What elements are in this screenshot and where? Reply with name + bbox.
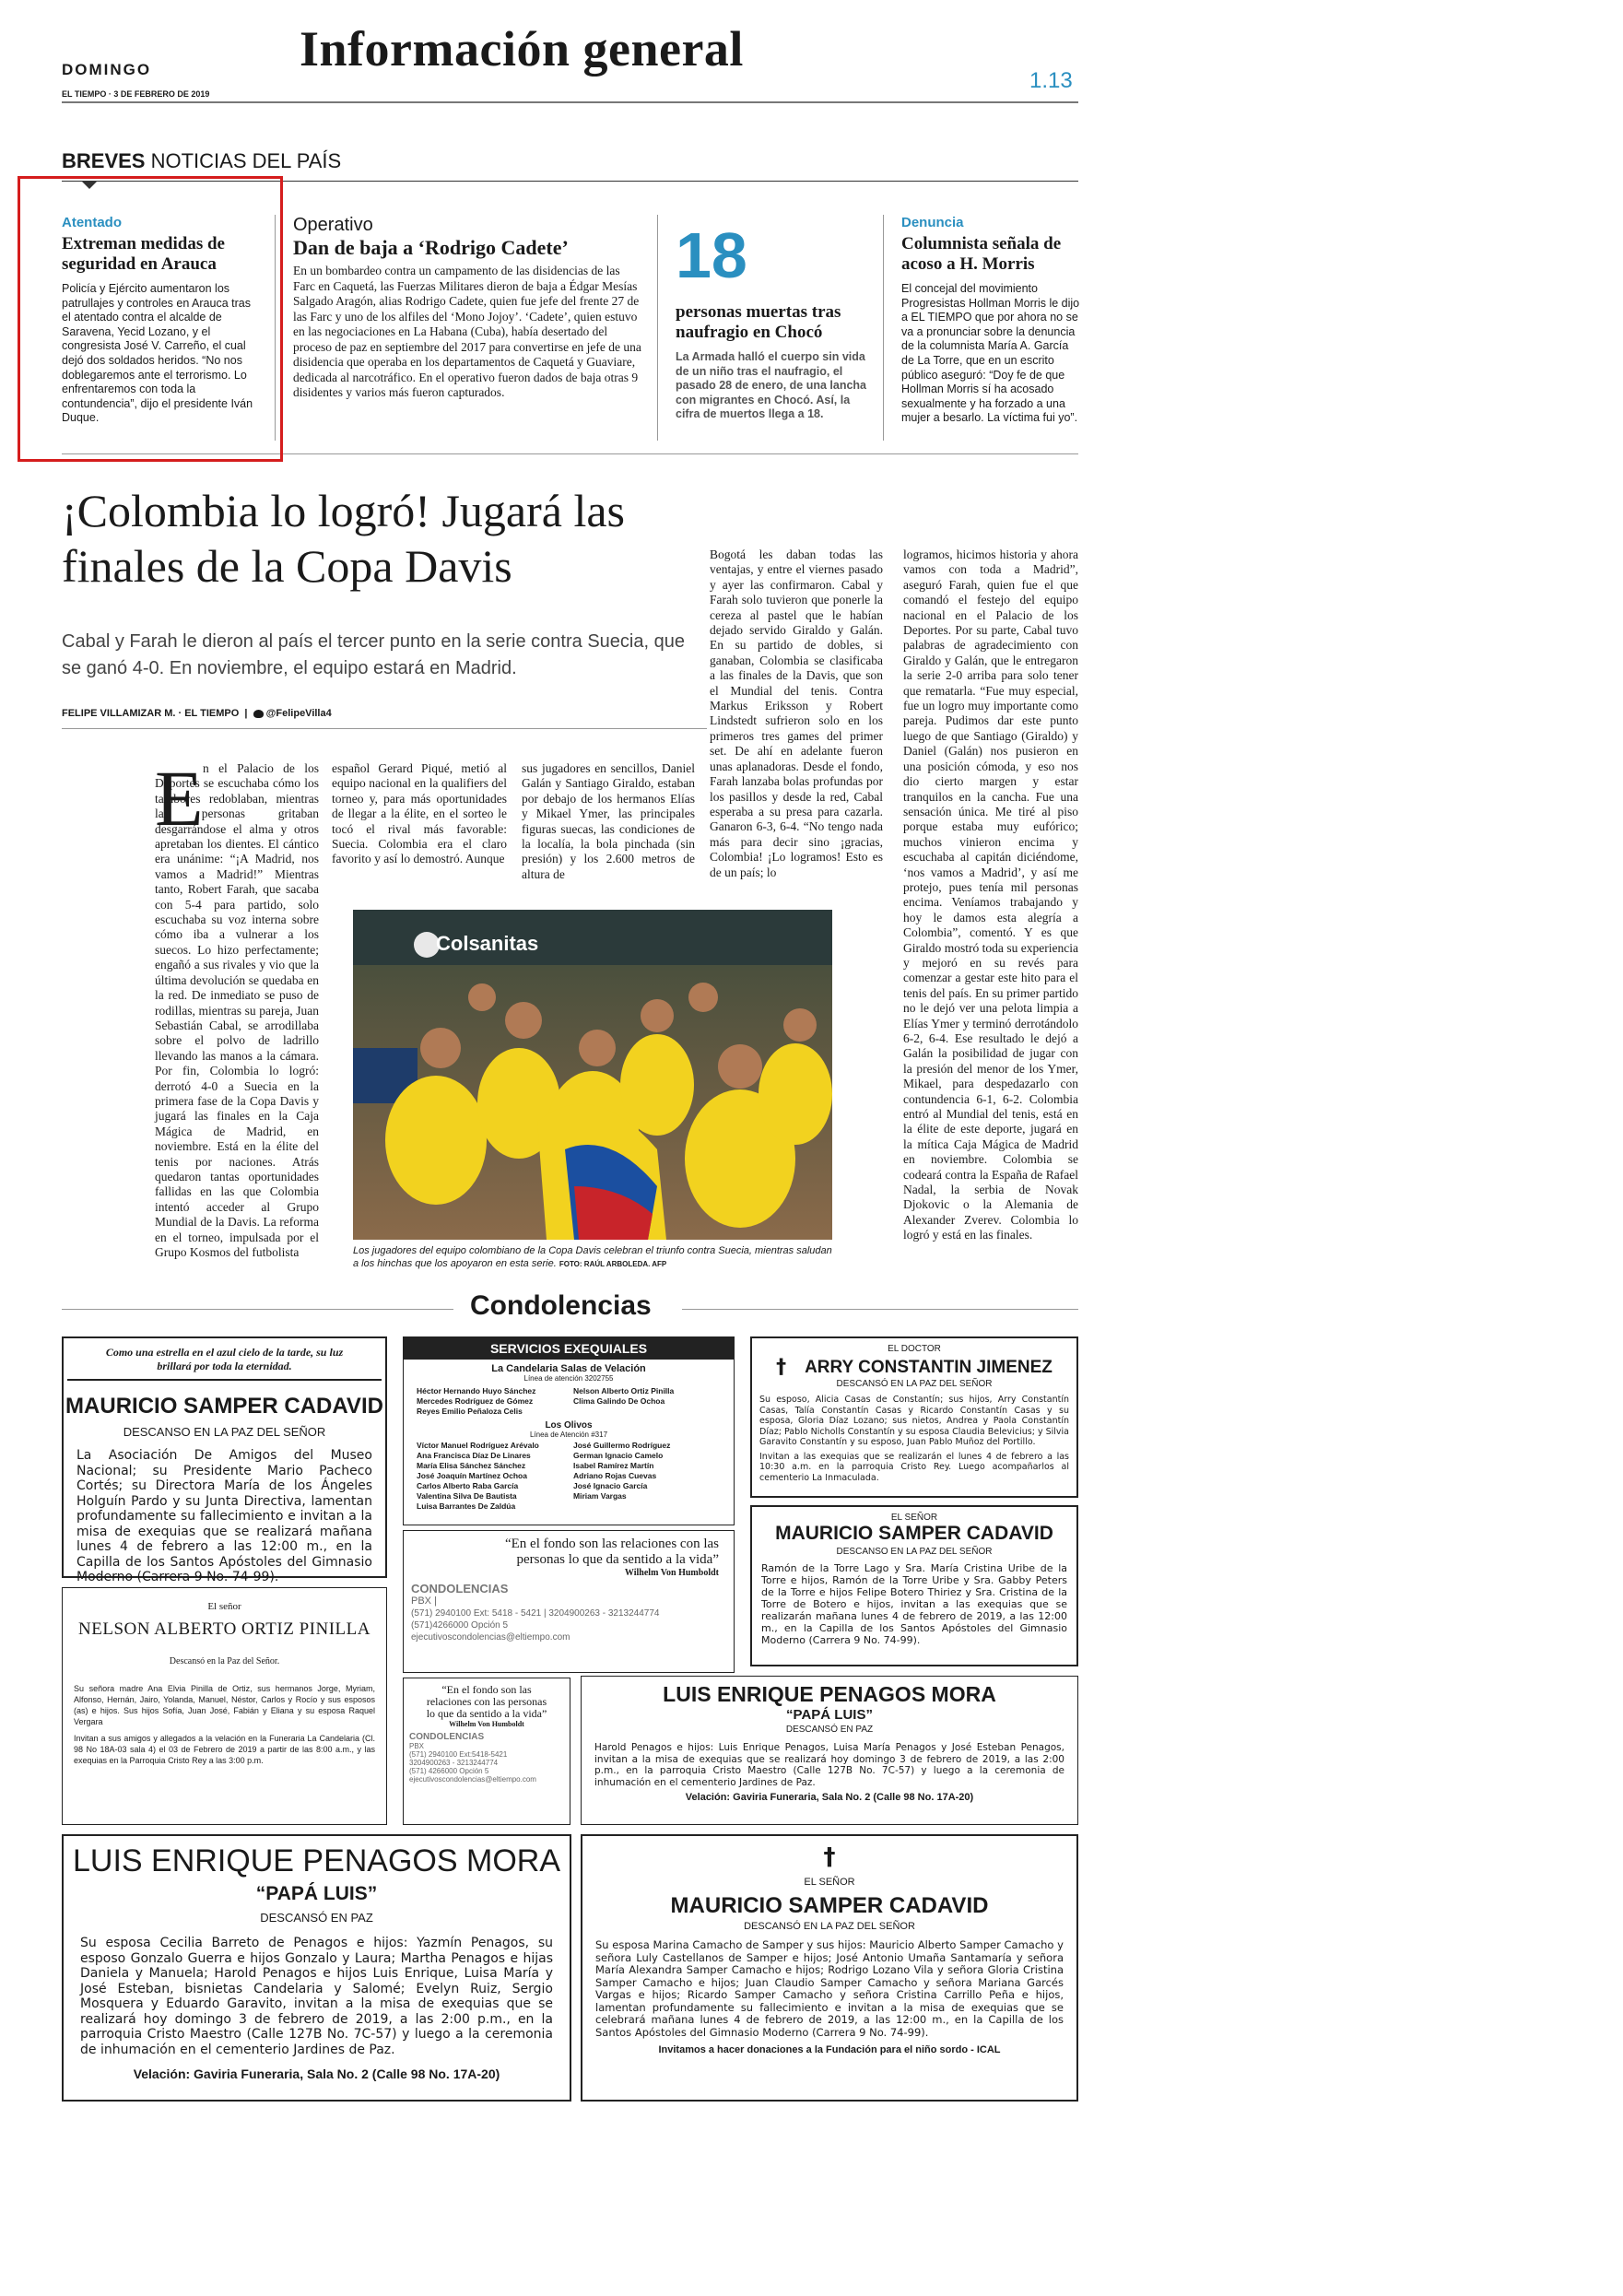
deceased-name: José Ignacio García [573,1481,648,1490]
deceased-name: José Guillermo Rodríguez [573,1441,671,1450]
story-headline: ¡Colombia lo logró! Jugará las finales de la Copa Davis [62,485,625,592]
photo-credit: FOTO: RAÚL ARBOLEDA. AFP [559,1260,667,1268]
brief-text: La Armada halló el cuerpo sin vida de un niño tras el naufragio, el pasado 28 de enero, de una lancha con migrantes en Chocó. Así, la cifra de muertos llega a 18. [676,350,867,421]
notice-title: SERVICIOS EXEQUIALES [404,1337,734,1360]
breves-heading: BREVES NOTICIAS DEL PAÍS [62,149,342,172]
ad-phones: (571) 2940100 Ext: 5418 - 5421 | 3204900263 - 3213244774 [411,1608,660,1619]
notice-subtitle: DESCANSÓ EN LA PAZ DEL SEÑOR [836,1379,993,1389]
brief-naufragio [676,221,874,422]
brief-big-number: 18 [676,219,747,291]
brief-text: En un bombardeo contra un campamento de las disidencias de las Farc en Caquetá, las Fuerzas Militares dieron de baja a Édgar Mesías Salgado Aragón, alias Rodrigo Cadete, quien fue jefe del frente 27 de las Farc y uno de los alfiles del ‘Mono Jojoy’. ‘Cadete’, quien estuvo en las negociaciones en La Habana (Cuba), había desertado del proceso de paz en septiembre del 2017 para convertirse en jefe de una disidencia que operaba en los departamentos de Caquetá y Guaviare, dedicada al narcotráfico. En el operativo fueron dados de baja otras 9 disidentes y varios más fueron capturados. [293,264,641,399]
names-block-2 [404,1439,734,1513]
section-title: Información general [300,21,744,77]
names-list [573,1386,674,1417]
drop-cap: E [155,754,204,842]
deceased-name: Ana Francisca Díaz De Linares [417,1451,531,1460]
deceased-name: Clima Galindo De Ochoa [573,1396,665,1406]
header-rule [62,101,1078,103]
ad-label: CONDOLENCIAS [411,1582,509,1595]
notice-arry-constantin [750,1336,1078,1498]
notice-name: NELSON ALBERTO ORTIZ PINILLA [78,1619,370,1639]
notice-nelson-ortiz [62,1587,387,1825]
deceased-name: Héctor Hernando Huyo Sánchez [417,1386,536,1395]
notice-name: LUIS ENRIQUE PENAGOS MORA [663,1682,996,1706]
deceased-name: Isabel Ramírez Martín [573,1461,654,1470]
notice-line: Línea de atención 3202755 [523,1374,614,1383]
notice-name: LUIS ENRIQUE PENAGOS MORA [73,1843,560,1878]
story-column-5: logramos, hicimos historia y ahora vamos con toda a Madrid”, aseguró Farah, quien fue el que comandó el festejo del equipo nacional en el Palacio de los Deportes. Por su parte, Cabal tuvo palabras de agradecimiento con Giraldo y Galán, que le entregaron la serie 2-0 arriba para solo tener que rematarla. “Fue muy especial, fue un logro muy importante como pareja. Pudimos dar este punto luego de que Santiago (Giraldo) y Daniel (Galán) nos pusieron en una posición cómoda, y eso nos dio cierto margen y estar tranquilos en la cancha. Fue una sensación única. Me tiré al piso porque estaba muy eufórico; muchos vinieron encima y escuchaba al capitán diciéndome, ‘nos vamos a Madrid’, y así me protejo, pues tenía mil personas encima. Veníamos trabajando y hoy le damos esta alegría a Colombia”, comentó. Y es que Giraldo mostró toda su experiencia y mejoró en su revés para comenzar a gestar este hito para el tenis del país. En su primer partido no le dejó ver una pelota limpia a Elías Ymer y terminó derrotándolo 6-2, 6-4. Ese resultado le dejó a Galán la posibilidad de jugar con la presión del menor de los Ymer, Mikael, para despedazarlo con contundencia 6-1, 6-2. Colombia entró al Mundial del tenis, está en la élite de este deporte, jugará en la mítica Caja Mágica de Madrid en noviembre. Colombia se codeará contra la España de Rafael Nadal, la serbia de Novak Djokovic o la Alemania de Alexander Zverev. Colombia lo logró y está en las finales. [903,548,1078,1242]
names-list [417,1386,573,1417]
highlight-box [18,176,283,462]
brief-label: Atentado [62,215,122,230]
notice-subtitle: DESCANSO EN LA PAZ DEL SEÑOR [836,1547,993,1557]
notice-text: Su esposo, Alicia Casas de Constantín; sus hijos, Arry Constantín Casas, Talía Constantín Casas y Ricardo Constantín Casas y su esposa, Gloria Díaz Lozano; sus nietos, Andrea y Paola Constantín Díaz; Pablo Nicholls Constantín y su esposa Claudia Belevicius; y Silvia Garavito Constantín y su esposo, Juan Pablo Muñoz del Portillo. [759,1395,1069,1447]
ad-author: Wilhelm Von Humboldt [624,1568,719,1578]
notice-condolencias-ad-small [403,1678,570,1825]
notice-name: MAURICIO SAMPER CADAVID [670,1893,989,1918]
ad-quote: “En el fondo son las relaciones con las personas lo que da sentido a la vida” [504,1537,719,1567]
story-column-1: n el Palacio de los Deportes se escuchaba cómo los tambores redoblaban, mientras las personas gritaban desgarrándose el alma y otros apretaban los dientes. El cántico era unánime: “¡A Madrid, nos vamos a Madrid!” Mientras tanto, Robert Farah, que sacaba con 5-4 para partido, solo escuchaba su voz interna sobre cómo iba a vulnerar a los suecos. Lo hizo perfectamente; engañó a sus rivales y vio que la última devolución se quedaba en la red. De inmediato se puso de rodillas, mientras su pareja, Juan Sebastián Cabal, se arrodillaba sobre el polvo de ladrillo llevando las manos a la cámara. Por fin, Colombia lo logró: derrotó 4-0 a Suecia en la primera fase de la Copa Davis y jugará las finales en la Caja Mágica de Madrid, en noviembre. Está en la élite del tenis por naciones. Atrás quedaron tantas oportunidades fallidas en las que Colombia intentó acceder al Grupo Mundial de la Davis. La reforma en el torneo, impulsada por el Grupo Kosmos del futbolista [155,761,319,1259]
deceased-name: Luisa Barrantes De Zaldúa [417,1501,516,1511]
notice-servicios-exequiales [403,1336,735,1525]
story-column-3: sus jugadores en sencillos, Daniel Galán y Santiago Giraldo, estaban por debajo de los hermanos Elías y Mikael Ymer, las principales figuras suecas, las condiciones de la localía, la bola pinchada (sin presión) y los 2.600 metros de altura de [522,761,695,881]
deceased-name: Víctor Manuel Rodríguez Arévalo [417,1441,539,1450]
team-celebration-photo [353,910,832,1240]
notice-alias: “PAPÁ LUIS” [255,1883,378,1904]
notice-text: Su esposa Cecilia Barreto de Penagos e hijos: Yazmín Penagos, su esposo Gonzalo Guerra e hijos Gonzalo y Laura; Martha Penagos e hijas Daniela y Manuela; Harold Penagos e hijos Luis Enrique, Luisa María y José Esteban, bisnietas Candelaria y Salomé; Evelyn Ruiz, Sergio Mosquera y Eduardo Garavito, invitan a la misa de exequias que se realizará hoy domingo 3 de febrero de 2019, a las 2:00 p.m., en la parroquia Cristo Maestro (Calle 127B No. 7C-57) y luego a la ceremonia de inhumación en el cementerio Jardines de Paz. [80,1936,553,2057]
names-list [417,1441,573,1512]
twitter-icon [253,710,264,718]
brief-operativo [293,215,643,401]
notice-text: La Asociación De Amigos del Museo Nacional; su Presidente Mario Pacheco Cortés; su Directora María de los Ángeles Holguín Pardo y su Junta Directiva, lamentan profundamente su fallecimiento e invitan a la misa de exequias que se realizará mañana lunes 4 de febrero a las 12:00 m., en la Capilla de los Santos Apóstoles del Gimnasio Moderno (Carrera 9 No. 74-99). [76,1448,372,1584]
ad-pbx: PBX | [411,1595,437,1607]
day-label: DOMINGO [62,61,152,78]
notice-subtitle: La Candelaria Salas de Velación [491,1363,646,1374]
deceased-name: Carlos Alberto Raba García [417,1481,519,1490]
brief-headline: Extreman medidas de seguridad en Arauca [62,234,225,274]
notice-alias: “PAPÁ LUIS” [786,1707,873,1723]
notice-pretitle: EL SEÑOR [890,1513,938,1523]
ad-author: Wilhelm Von Humboldt [449,1720,524,1728]
notice-poem: Como una estrella en el azul cielo de la tarde, su luz brillará por toda la eternidad. [105,1346,344,1372]
notice-penagos-harold [581,1676,1078,1825]
names-block-1 [404,1383,734,1420]
notice-text-2: Invitan a sus amigos y allegados a la velación en la Funeraria La Candelaria (Cl. 98 No 18A-03 sala 4) el 03 de Febrero de 2019 a partir de las 8:00 a.m., y las exequias en la Parroquia Cristo Rey a las 3:00 p.m. [74,1734,375,1765]
ad-phones: (571) 2940100 Ext:5418-5421 [409,1750,508,1759]
photo-illustration [353,910,832,1240]
brief-text: El concejal del movimiento Progresistas Hollman Morris le dijo a EL TIEMPO que por ahora no se va a pronunciar sobre la denuncia de la columnista María A. García de La Torre, que en un escrito público aseguró: “Doy fe de que Hollman Morris sí ha acosado sexualmente y ha forzado a una mujer a besarlo. La víctima fui yo”. [901,282,1080,425]
byline-rule [62,728,707,729]
notice-text-2: Invitan a las exequias que se realizarán el lunes 4 de febrero a las 10:30 a.m. en la parroquia Cristo Rey. Luego acompañarlos al cementerio La Inmaculada. [759,1451,1069,1483]
notice-samper-marina [581,1834,1078,2102]
notice-subtitle: Descansó en la Paz del Señor. [169,1656,280,1666]
deceased-name: Reyes Emilio Peñaloza Celis [417,1407,523,1416]
edition-date: EL TIEMPO · 3 DE FEBRERO DE 2019 [62,89,210,99]
rule [62,1309,453,1310]
photo-banner-text: Colsanitas [436,932,539,955]
deceased-name: Miriam Vargas [573,1491,627,1501]
brief-text: Policía y Ejército aumentaron los patrullajes y controles en Arauca tras el atentado contra el alcalde de Saravena, Yecid Lozano, y el congresista José V. Carreño, el cual dejó dos soldados heridos. “No nos doblegaremos ante el terrorismo. Lo enfrentaremos con toda la contundencia”, dijo el presidente Iván Duque. [62,282,253,425]
ad-phones-3: (571) 4266000 Opción 5 [409,1767,489,1775]
condolencias-heading: Condolencias [470,1290,652,1321]
brief-headline: personas muertas tras naufragio en Chocó [676,302,841,342]
ad-phones-2: (571)4266000 Opción 5 [411,1620,509,1631]
ad-phones-2: 3204900263 - 3213244774 [409,1759,499,1767]
author-handle: @FelipeVilla4 [265,708,332,719]
brief-label: Operativo [293,215,373,235]
brief-headline: Columnista señala de acoso a H. Morris [901,234,1062,274]
notice-text: Ramón de la Torre Lago y Sra. María Cristina Uribe de la Torre e hijos, Ramón de la Torre Uribe y Sra. Gabby Peters de la Torre e hijos Felipe Botero Thiriez y Sra. Cristina de la Torre de Botero e hijos, invitan a las exequias que se realizarán mañana lunes 4 de febrero de 2019, a las 12:00 m., en la Capilla de los Santos Apóstoles del Gimnasio Moderno (Carrera 9 No. 74-99). [761,1562,1067,1646]
notice-subtitle: DESCANSÓ EN PAZ [785,1725,874,1735]
notice-condolencias-ad [403,1530,735,1673]
cross-icon: † [823,1843,836,1871]
notice-name: ARRY CONSTANTIN JIMENEZ [805,1357,1053,1377]
deceased-name: María Elisa Sánchez Sánchez [417,1461,526,1470]
story-column-4: Bogotá les daban todas las ventajas, y entre el viernes pasado y ayer las confirmaron. Cabal y Farah solo tuvieron que ponerle la cereza al pastel que le habían dejado servido Giraldo y Galán. En su partido de dobles, si ganaban, Colombia se clasificaba a las finales de la Davis, que son el Mundial del tenis. Contra Markus Eriksson y Robert Lindstedt sufrieron solo en los primeros tres games del primer set. De ahí en adelante fueron unas aplanadoras. Desde el fondo, Farah lanzaba bolas profundas por los pasillos y desde la red, Cabal esperaba a su presa para cazarla. Ganaron 6-3, 6-4. “No tengo nada más para decir sino ¡gracias, Colombia! ¡Lo logramos! Esto es de un país; lo [710,548,883,879]
deceased-name: Nelson Alberto Ortiz Pinilla [573,1386,675,1395]
story-deck: Cabal y Farah le dieron al país el tercer punto en la serie contra Suecia, que se ganó 4-0. En noviembre, el equipo estará en Madrid. [62,631,685,678]
notice-pretitle: El señor [207,1601,241,1612]
page-number: 1.13 [1029,68,1073,93]
ad-label: CONDOLENCIAS [409,1732,485,1742]
notice-text: Harold Penagos e hijos: Luis Enrique Penagos, Luisa María Penagos y José Esteban Penagos, invitan a la misa de exequias que se realizará hoy domingo 3 de febrero de 2019, a las 2:00 p.m., en la parroquia Cristo Maestro (Calle 127B No. 7C-57) y luego a la ceremonia de inhumación en el cementerio Jardines de Paz. [594,1742,1064,1788]
notice-samper-delatorre [750,1505,1078,1666]
notice-footer: Velación: Gaviria Funeraria, Sala No. 2 (Calle 98 No. 17A-20) [685,1792,974,1803]
notice-footer: Invitamos a hacer donaciones a la Fundación para el niño sordo - ICAL [658,2044,1001,2055]
notice-name: MAURICIO SAMPER CADAVID [65,1394,383,1419]
ad-quote: “En el fondo son las relaciones con las personas lo que da sentido a la vida” [426,1683,547,1720]
rule [682,1309,1078,1310]
ad-pbx: PBX [409,1742,425,1750]
notice-samper-museo [62,1336,387,1584]
photo-caption: Los jugadores del equipo colombiano de la Copa Davis celebran el triunfo contra Suecia, mientras saludan a los hinchas que los apoyaron en esta serie. FOTO: RAÚL ARBOLEDA. AFP [353,1245,832,1269]
notice-pretitle: EL DOCTOR [888,1344,941,1354]
divider [657,215,658,441]
notice-subtitle: DESCANSÓ EN LA PAZ DEL SEÑOR [744,1921,915,1932]
ad-email: ejecutivoscondolencias@eltiempo.com [411,1632,570,1643]
notice-line-2: Línea de Atención #317 [529,1431,608,1439]
names-list [573,1441,670,1512]
notice-name: MAURICIO SAMPER CADAVID [775,1523,1053,1544]
notice-subtitle: DESCANSO EN LA PAZ DEL SEÑOR [123,1425,326,1439]
deceased-name: Adriano Rojas Cuevas [573,1471,657,1480]
deceased-name: José Joaquín Martínez Ochoa [417,1471,527,1480]
cross-icon: † [776,1356,787,1379]
divider [883,215,884,441]
notice-text: Su señora madre Ana Elvia Pinilla de Ortiz, sus hermanos Jorge, Myriam, Alfonso, Hernán, Jairo, Yolanda, Manuel, Néstor, Carlos y Rocío y sus esposos (as) e hijos. Sus hijos Sofía, Juan José, Fabián y Eliana y su esposa Raquel Vergara [74,1684,375,1726]
notice-text: Su esposa Marina Camacho de Samper y sus hijos: Mauricio Alberto Samper Camacho y señora Luly Castellanos de Samper e hijos; José Antonio Umaña Santamaría y señora María Alexandra Samper Camacho e hijos; Rodrigo Lozano Vila y señora Gloria Cristina Samper Camacho e hijos; Juan Claudio Samper Camacho y señora Mariana Garcés Vargas e hijos; Ricardo Samper Camacho y señora Cristina Carrillo Peña e hijos, lamentan profundamente su fallecimiento e invitan a la misa de exequias que se celebrará mañana lunes 4 de febrero de 2019, a las 12:00 m., en la Capilla de los Santos Apóstoles del Gimnasio Moderno (Carrera 9 No. 74-99). [595,1938,1064,2039]
notice-footer: Velación: Gaviria Funeraria, Sala No. 2 (Calle 98 No. 17A-20) [133,2066,500,2081]
notice-subtitle: DESCANSÓ EN PAZ [260,1911,373,1925]
byline: FELIPE VILLAMIZAR M. · EL TIEMPO | @FelipeVilla4 [62,708,332,719]
brief-denuncia [901,215,1081,426]
ad-email: ejecutivoscondolencias@eltiempo.com [409,1775,536,1784]
brief-label: Denuncia [901,215,964,230]
brief-headline: Dan de baja a ‘Rodrigo Cadete’ [293,236,569,259]
deceased-name: Mercedes Rodríguez de Gómez [417,1396,534,1406]
notice-subtitle-2: Los Olivos [545,1420,593,1431]
notice-pretitle: EL SEÑOR [804,1877,855,1888]
notice-penagos-cecilia [62,1834,571,2102]
story-column-2: español Gerard Piqué, metió al equipo nacional en la qualifiers del torneo y, para más oportunidades de llegar a la élite, en el sorteo le tocó el rival más favorable: Suecia. Colombia era el claro favorito y así lo demostró. Aunque [332,761,507,866]
deceased-name: Valentina Silva De Bautista [417,1491,517,1501]
deceased-name: German Ignacio Camelo [573,1451,664,1460]
